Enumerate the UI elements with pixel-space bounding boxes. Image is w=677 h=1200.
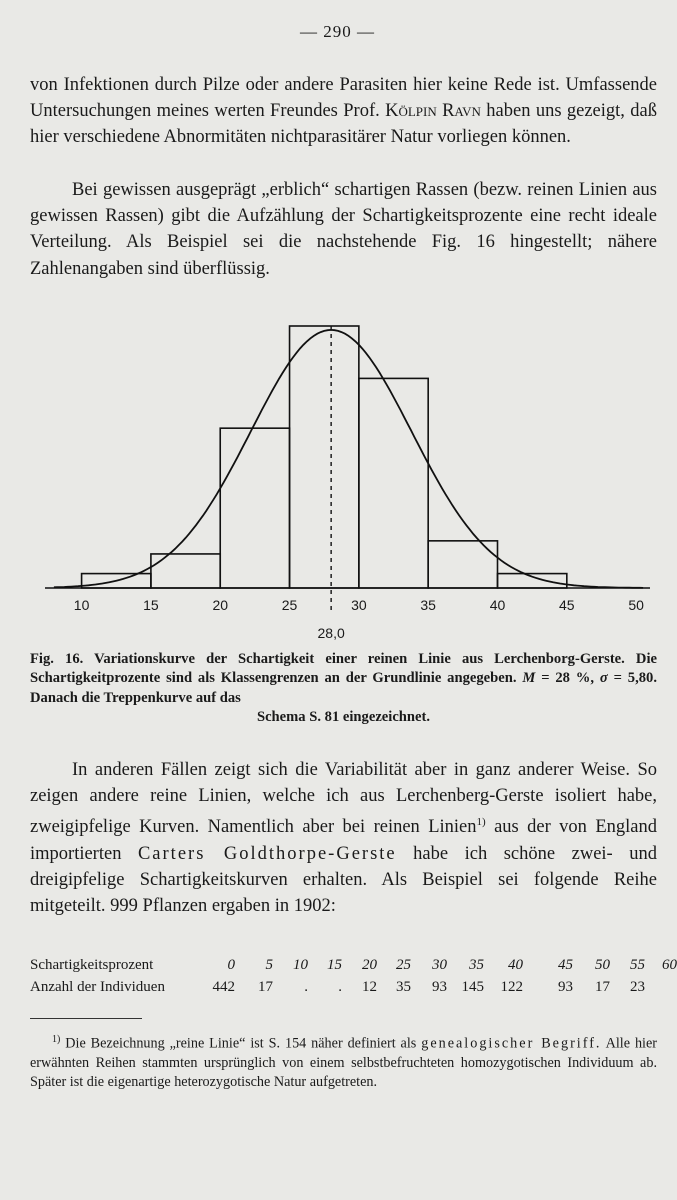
table-cell-count: . [338, 979, 342, 995]
page-number: — 290 — [300, 22, 375, 41]
histogram-bar-25-30 [290, 326, 359, 588]
histogram-bar-20-25 [220, 428, 289, 588]
table-cell-count: . [304, 979, 308, 995]
author-name: Kölpin Ravn [385, 101, 481, 122]
x-tick-label-50: 50 [628, 597, 644, 613]
x-tick-label-30: 30 [351, 597, 367, 613]
table-cell-count: 17 [258, 979, 273, 995]
footnote-ref: 1) [476, 816, 486, 829]
table-cell-percent: 55 [630, 957, 645, 973]
figure-caption: Fig. 16. Variationskurve der Schartigkeit einer reinen Linie aus Lerchenborg-Gerste. Die Schartigkeitprozente sind als Klassengrenzen an der Grundlinie angegeben. M = 28 %, σ = 5,80. Danach die Treppenkurve auf das Schema S. 81 eingezeichnet. [30, 651, 657, 726]
histogram-bar-15-20 [151, 554, 220, 588]
table-cell-count: 35 [396, 979, 411, 995]
x-tick-label-25: 25 [281, 597, 298, 613]
x-tick-label-40: 40 [489, 597, 506, 613]
table-cell-percent: 35 [469, 957, 484, 973]
normal-curve [54, 330, 643, 588]
table-cell-percent: 0 [227, 957, 235, 973]
table-cell-percent: 5 [265, 957, 273, 973]
table-row-percent: Schartigkeitsprozent 0 5 10 15 20 25 30 35 40 45 50 55 60 [30, 957, 677, 973]
mean-label: 28,0 [317, 625, 345, 641]
table-cell-count: 93 [558, 979, 573, 995]
table-cell-count: 122 [500, 979, 523, 995]
table-cell-percent: 60 [662, 957, 677, 973]
table-cell-count: 23 [630, 979, 645, 995]
histogram-bar-30-35 [359, 378, 428, 588]
table-cell-percent: 10 [293, 957, 308, 973]
x-tick-label-20: 20 [212, 597, 229, 613]
paragraph-3: In anderen Fällen zeigt sich die Variabilität aber in ganz anderer Weise. So zeigen andere reine Linien, welche ich aus Lerchenberg-Gerste isoliert habe, zweigipfelige Kurven. Namentlich aber bei reinen Linien$^{1)}$ aus der von England importierten Carters Goldthorpe-Gerste habe ich schöne zwei- und dreigipfelige Schartigkeitskurven erhalten. Als Beispiel sei folgende Reihe mitgeteilt. 999 Pflanzen ergaben in 1902: [30, 760, 657, 917]
footnote: $^{1)}$ Die Bezeichnung „reine Linie“ ist S. 154 näher definiert als genealogischer Begriff. Alle hier erwähnten Reihen stammten ursprünglich von einem selbstbefruchteten homozygotischen Individuum ab. Später ist die eigenartige heterozygotische Natur aufgetreten. [30, 1034, 658, 1091]
table-cell-percent: 45 [558, 957, 573, 973]
table-row-count: Anzahl der Individuen 442 17 . . 12 35 93 145 122 93 17 23 [30, 979, 645, 995]
table-cell-percent: 50 [595, 957, 610, 973]
footnote-rule [30, 1018, 142, 1019]
x-tick-label-45: 45 [559, 597, 575, 613]
table-cell-percent: 40 [508, 957, 523, 973]
figure-16-chart [0, 318, 675, 648]
paragraph-2: Bei gewissen ausgeprägt „erblich“ schartigen Rassen (bezw. reinen Linien aus gewissen Rassen) gibt die Aufzählung der Schartigkeitsprozente eine recht ideale Verteilung. Als Beispiel sei die nachstehende Fig. 16 hingestellt; nähere Zahlenangaben sind überflüssig. [30, 180, 657, 279]
table-cell-count: 93 [432, 979, 447, 995]
table-cell-count: 442 [212, 979, 235, 995]
table-cell-percent: 25 [396, 957, 411, 973]
table-cell-percent: 30 [432, 957, 447, 973]
x-tick-label-10: 10 [73, 597, 90, 613]
x-tick-label-35: 35 [420, 597, 436, 613]
table-cell-percent: 15 [327, 957, 342, 973]
table-cell-count: 12 [362, 979, 377, 995]
spaced-name: Carters Goldthorpe-Gerste [137, 843, 397, 864]
table-cell-count: 145 [461, 979, 484, 995]
table-cell-count: 17 [595, 979, 610, 995]
table-cell-percent: 20 [362, 957, 377, 973]
paragraph-1: von Infektionen durch Pilze oder andere Parasiten hier keine Rede ist. Umfassende Untersuchungen meines werten Freundes Prof. Kölpin Ravn haben uns gezeigt, daß hier verschiedene Abnormitäten nichtparasitärer Natur vorliegen können. [30, 75, 657, 148]
x-tick-label-15: 15 [143, 597, 159, 613]
